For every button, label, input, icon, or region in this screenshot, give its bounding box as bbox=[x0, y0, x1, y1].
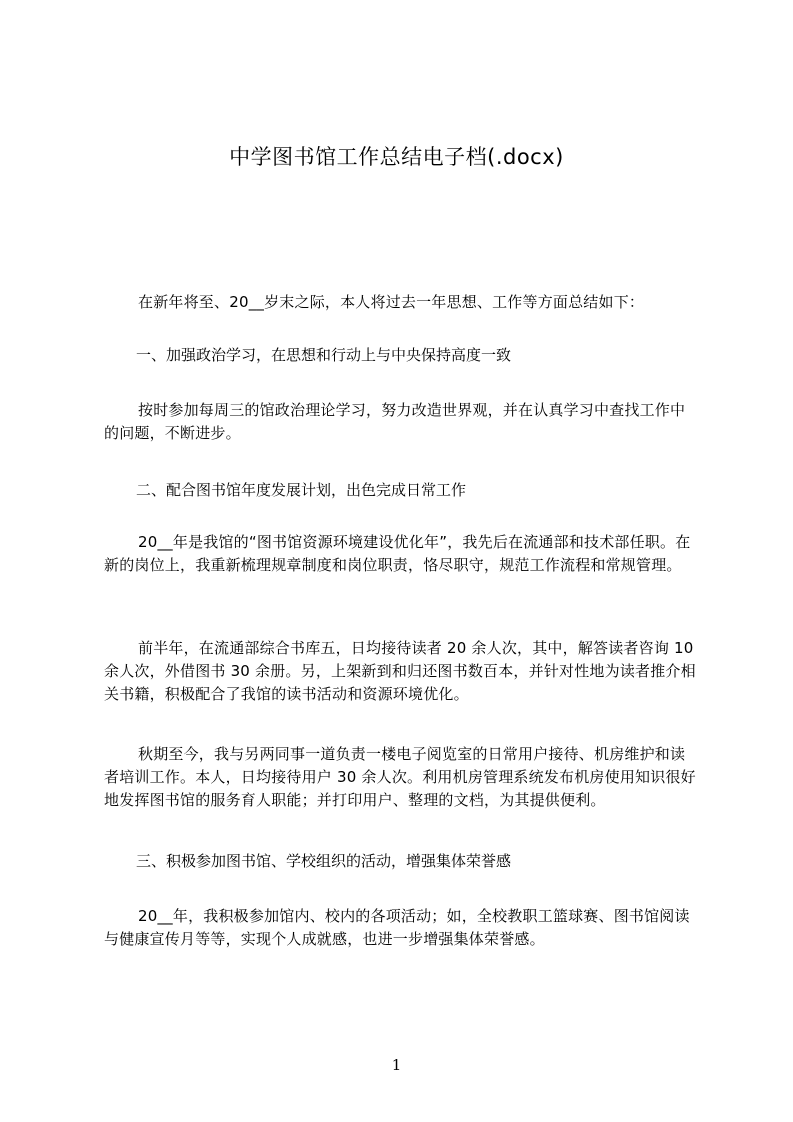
section-1-paragraph: 按时参加每周三的馆政治理论学习，努力改造世界观，并在认真学习中查找工作中的问题，不断进步。 bbox=[104, 401, 686, 442]
section-2-paragraph-3: 秋期至今，我与另两同事一道负责一楼电子阅览室的日常用户接待、机房维护和读者培训工作。本人，日均接待用户 30 余人次。利用机房管理系统发布机房使用知识很好地发挥图书馆的服务育人职能；并打印用户、整理的文档，为其提供便利。 bbox=[104, 745, 696, 809]
intro-paragraph: 在新年将至、20__岁末之际，本人将过去一年思想、工作等方面总结如下： bbox=[138, 293, 645, 311]
document-title: 中学图书馆工作总结电子档(.docx) bbox=[229, 145, 564, 169]
section-2-paragraph-2: 前半年，在流通部综合书库五，日均接待读者 20 余人次，其中，解答读者咨询 10 余人次，外借图书 30 余册。另，上架新到和归还图书数百本，并针对性地为读者推介相关书籍，积极配合了我馆的读书活动和资源环境优化。 bbox=[104, 639, 696, 703]
section-2-paragraph-1: 20__年是我馆的“图书馆资源环境建设优化年”，我先后在流通部和技术部任职。在新的岗位上，我重新梳理规章制度和岗位职责，恪尽职守，规范工作流程和常规管理。 bbox=[104, 533, 691, 574]
section-3-paragraph: 20__年，我积极参加馆内、校内的各项活动；如，全校教职工篮球赛、图书馆阅读与健康宣传月等等，实现个人成就感，也进一步增强集体荣誉感。 bbox=[104, 907, 690, 948]
section-3-heading: 三、积极参加图书馆、学校组织的活动，增强集体荣誉感 bbox=[136, 852, 512, 870]
section-2-heading: 二、配合图书馆年度发展计划，出色完成日常工作 bbox=[136, 481, 467, 499]
section-1-heading: 一、加强政治学习，在思想和行动上与中央保持高度一致 bbox=[136, 346, 512, 364]
page-number: 1 bbox=[391, 1056, 402, 1074]
